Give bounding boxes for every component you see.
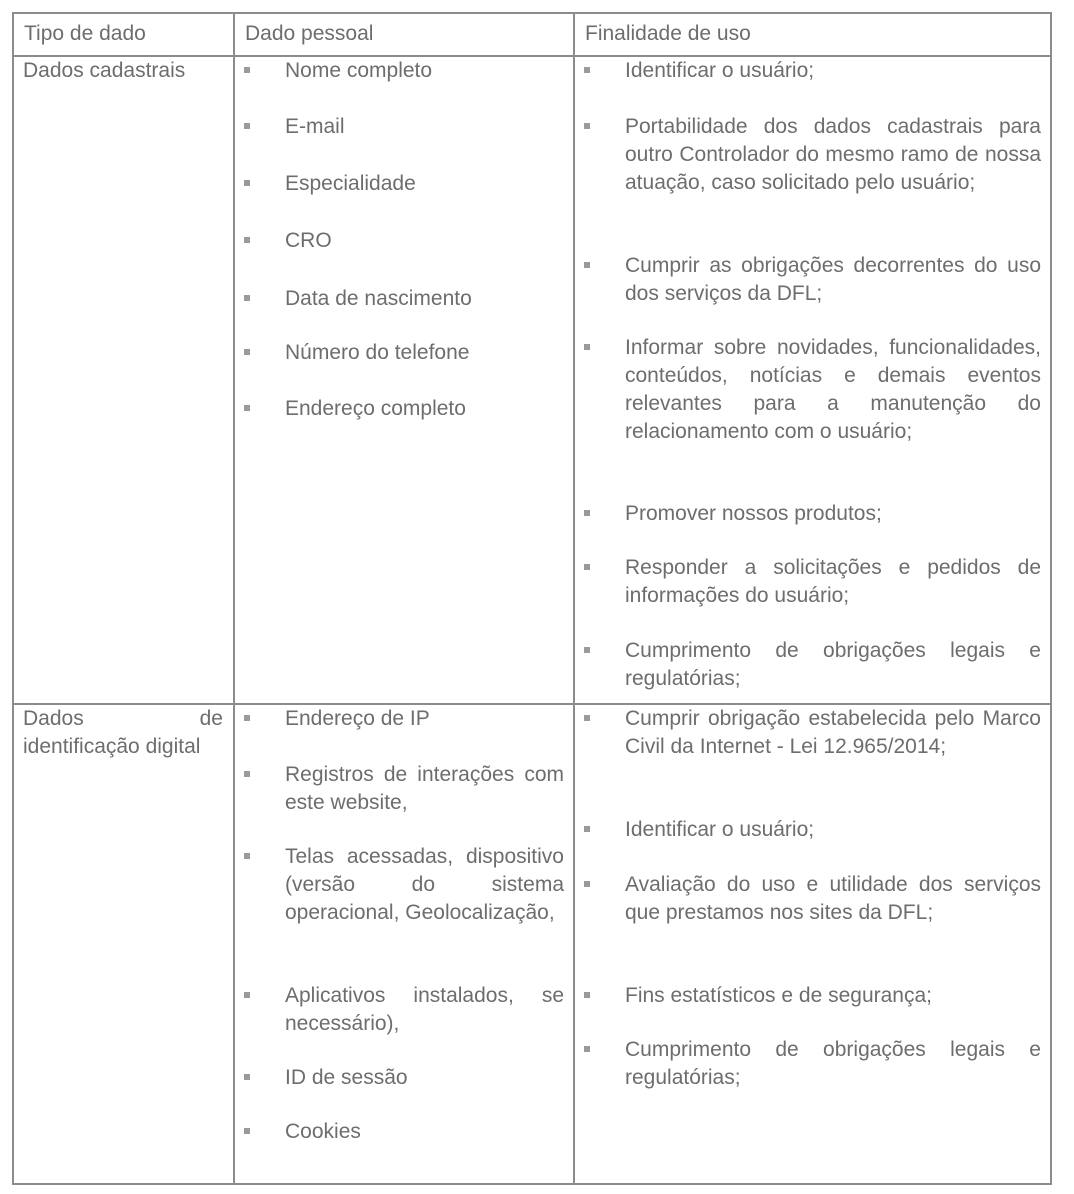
table-border-top	[12, 12, 1052, 14]
list-item: CRO	[244, 227, 564, 255]
bullet-icon	[244, 715, 250, 721]
bullet-icon	[244, 123, 250, 129]
bullet-icon	[584, 881, 590, 887]
list-item: Identificar o usuário;	[584, 57, 1041, 85]
list-item: Identificar o usuário;	[584, 816, 1041, 844]
bullet-icon	[584, 564, 590, 570]
bullet-icon	[244, 771, 250, 777]
list-item: Endereço completo	[244, 395, 564, 423]
column-divider-2	[573, 12, 575, 1185]
bullet-icon	[584, 715, 590, 721]
header-dado-pessoal: Dado pessoal	[245, 22, 374, 45]
row-2-tipo: Dados de identificação digital	[23, 707, 223, 758]
list-item: Cumprir obrigação estabelecida pelo Marco Civil da Internet - Lei 12.965/2014;	[584, 705, 1041, 761]
bullet-icon	[584, 510, 590, 516]
column-divider-1	[233, 12, 235, 1185]
bullet-icon	[584, 123, 590, 129]
bullet-icon	[584, 992, 590, 998]
list-item: Responder a solicitações e pedidos de informações do usuário;	[584, 554, 1041, 610]
table-border-bottom	[12, 1183, 1052, 1185]
table-border-right	[1050, 12, 1052, 1185]
list-item: Portabilidade dos dados cadastrais para outro Controlador do mesmo ramo de nossa atuação, caso solicitado pelo usuário;	[584, 113, 1041, 197]
bullet-icon	[244, 349, 250, 355]
bullet-icon	[244, 1128, 250, 1134]
table-border-left	[12, 12, 14, 1185]
list-item: Fins estatísticos e de segurança;	[584, 982, 1041, 1010]
row-1-tipo: Dados cadastrais	[23, 59, 186, 82]
list-item: Cumprimento de obrigações legais e regulatórias;	[584, 1036, 1041, 1092]
list-item: E-mail	[244, 113, 564, 141]
list-item: Telas acessadas, dispositivo (versão do sistema operacional, Geolocalização,	[244, 843, 564, 927]
bullet-icon	[584, 647, 590, 653]
bullet-icon	[244, 853, 250, 859]
list-item: Data de nascimento	[244, 285, 564, 313]
list-item: Cumprimento de obrigações legais e regulatórias;	[584, 637, 1041, 693]
header-finalidade-de-uso: Finalidade de uso	[585, 22, 751, 45]
list-item: Registros de interações com este website,	[244, 761, 564, 817]
list-item: Promover nossos produtos;	[584, 500, 1041, 528]
list-item: Nome completo	[244, 57, 564, 85]
list-item: Avaliação do uso e utilidade dos serviços que prestamos nos sites da DFL;	[584, 871, 1041, 927]
bullet-icon	[244, 295, 250, 301]
list-item: Especialidade	[244, 170, 564, 198]
bullet-icon	[244, 1074, 250, 1080]
bullet-icon	[584, 826, 590, 832]
bullet-icon	[584, 262, 590, 268]
bullet-icon	[584, 344, 590, 350]
bullet-icon	[584, 1046, 590, 1052]
bullet-icon	[244, 180, 250, 186]
list-item: Informar sobre novidades, funcionalidades, conteúdos, notícias e demais eventos relevantes para a manutenção do relacionamento com o usuário;	[584, 334, 1041, 446]
list-item: ID de sessão	[244, 1064, 564, 1092]
bullet-icon	[244, 992, 250, 998]
list-item: Endereço de IP	[244, 705, 564, 733]
list-item: Cumprir as obrigações decorrentes do uso dos serviços da DFL;	[584, 252, 1041, 308]
header-tipo-de-dado: Tipo de dado	[24, 22, 146, 45]
list-item: Número do telefone	[244, 339, 564, 367]
list-item: Aplicativos instalados, se necessário),	[244, 982, 564, 1038]
bullet-icon	[244, 405, 250, 411]
bullet-icon	[244, 67, 250, 73]
bullet-icon	[584, 67, 590, 73]
list-item: Cookies	[244, 1118, 564, 1146]
bullet-icon	[244, 237, 250, 243]
